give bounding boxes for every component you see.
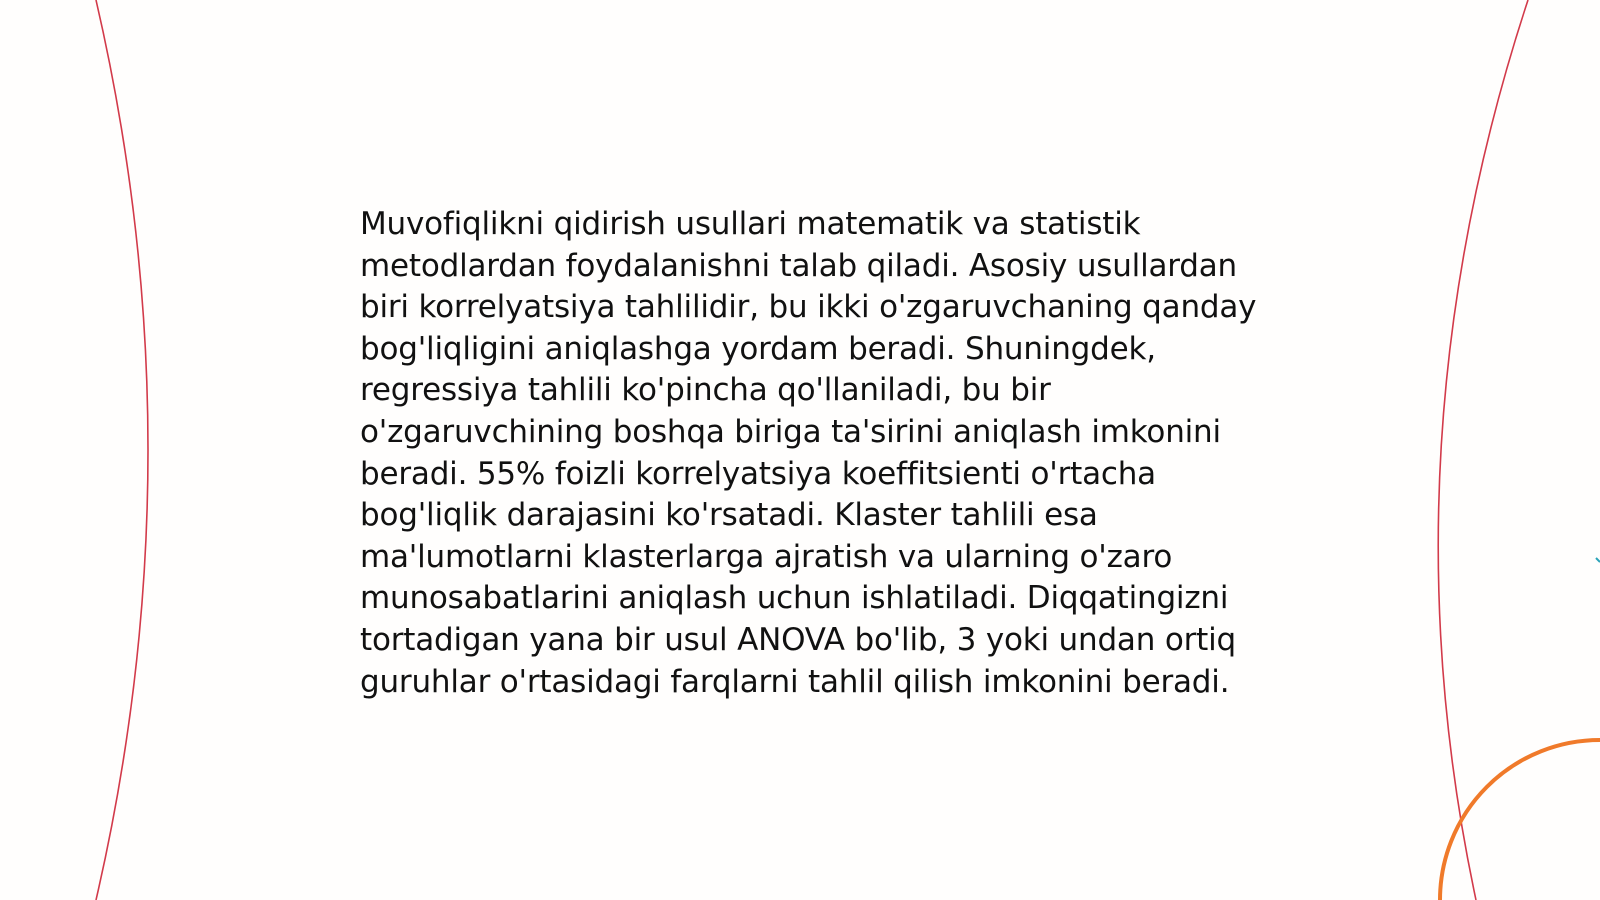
left-curve-line — [96, 0, 148, 900]
orange-arc-decoration — [1440, 740, 1600, 900]
body-paragraph: Muvofiqlikni qidirish usullari matematik va statistik metodlardan foydalanishni talab qiladi. Asosiy usullardan biri korrelyatsiya tahlilidir, bu ikki o'zgaruvchaning qanday bog'liqligini aniqlashga yordam beradi. Shuningdek, regressiya tahlili ko'pincha qo'llaniladi, bu bir o'zgaruvchining boshqa biriga ta'sirini aniqlash imkonini beradi. 55% foizli korrelyatsiya koeffitsienti o'rtacha bog'liqlik darajasini ko'rsatadi. Klaster tahlili esa ma'lumotlarni klasterlarga ajratish va ularning o'zaro munosabatlarini aniqlash uchun ishlatiladi. Diqqatingizni tortadigan yana bir usul ANOVA bo'lib, 3 yoki undan ortiq guruhlar o'rtasidagi farqlarni tahlil qilish imkonini beradi. — [360, 206, 1257, 700]
teal-mark-decoration — [1596, 558, 1600, 562]
